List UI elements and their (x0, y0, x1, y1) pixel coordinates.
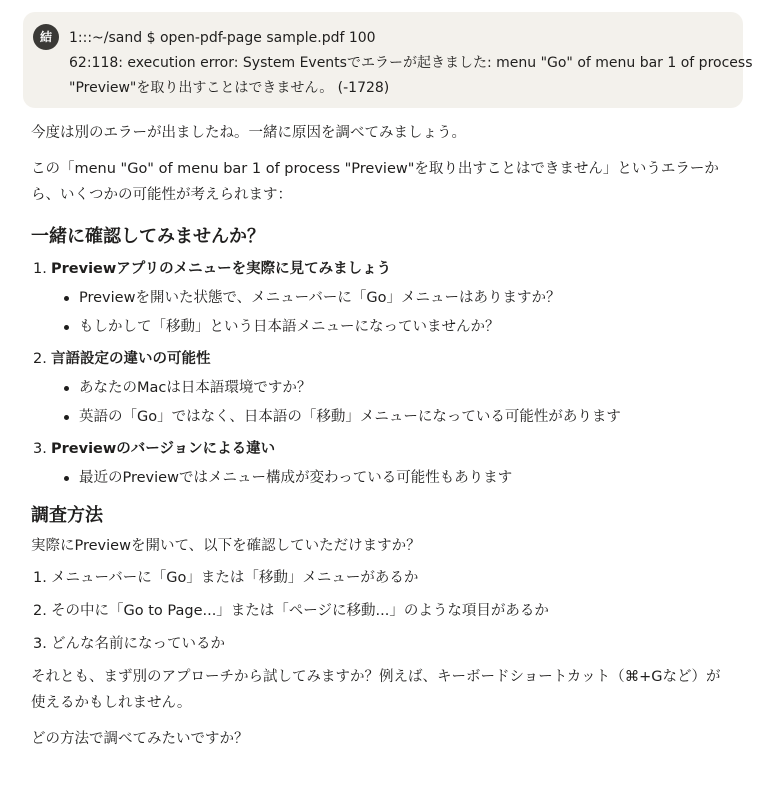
user-avatar: 結 (33, 24, 59, 50)
check-list (31, 256, 743, 491)
bullet-icon (61, 285, 79, 311)
bullet-text: もしかして「移動」という日本語メニューになっていませんか？ (79, 319, 500, 335)
bullet-text: 最近のPreviewではメニュー構成が変わっている可能性もあります (79, 470, 513, 486)
bullet-list (31, 375, 743, 430)
bullet-list (31, 465, 743, 491)
bullet-list (31, 285, 743, 340)
alternative-approach: それとも、まず別のアプローチから試してみますか？例えば、キーボードショートカット（⌘+Gなど）が使えるかもしれません。 (31, 669, 721, 711)
investigation-intro: 実際にPreviewを開いて、以下を確認していただけますか？ (31, 538, 421, 554)
step-text: その中に「Go to Page...」または「ページに移動...」のような項目があるか (51, 603, 549, 619)
check-title-text: Previewアプリのメニューを実際に見てみましょう (51, 261, 392, 277)
bullet-text: Previewを開いた状態で、メニューバーに「Go」メニューはありますか？ (79, 290, 561, 306)
list-number: 2. (33, 351, 47, 367)
list-number: 1. (33, 570, 47, 586)
step-item (31, 598, 743, 624)
check-title-text: Previewのバージョンによる違い (51, 441, 276, 457)
step-text: どんな名前になっているか (51, 636, 225, 652)
user-message-line: 62:118: execution error: System Eventsでエラーが起きました: menu "Go" of menu bar 1 of process (69, 55, 753, 71)
step-item (31, 631, 743, 657)
section-heading-check: 一緒に確認してみませんか？ (31, 226, 265, 247)
step-list (31, 565, 743, 657)
check-title-text: 言語設定の違いの可能性 (51, 351, 211, 367)
bullet-icon (61, 375, 79, 401)
list-number: 2. (33, 603, 47, 619)
bullet-text: あなたのMacは日本語環境ですか？ (79, 380, 312, 396)
assistant-message (23, 108, 743, 752)
bullet-text: 英語の「Go」ではなく、日本語の「移動」メニューになっている可能性があります (79, 409, 621, 425)
bullet-item (61, 285, 743, 311)
bullet-item (61, 404, 743, 430)
intro-text: 今度は別のエラーが出ましたね。一緒に原因を調べてみましょう。 (31, 125, 466, 141)
user-message-line: "Preview"を取り出すことはできません。 (-1728) (69, 80, 390, 96)
bullet-item (61, 375, 743, 401)
user-message-line: 1:::~/sand $ open-pdf-page sample.pdf 100 (69, 30, 376, 46)
check-item-title (31, 346, 743, 372)
check-item (31, 436, 743, 491)
check-item (31, 346, 743, 430)
list-number: 3. (33, 636, 47, 652)
section-heading-investigation: 調査方法 (31, 505, 103, 526)
list-number: 3. (33, 441, 47, 457)
bullet-icon (61, 465, 79, 491)
bullet-icon (61, 314, 79, 340)
user-message (23, 12, 753, 108)
bullet-item (61, 465, 743, 491)
check-item-title (31, 436, 743, 462)
step-item (31, 565, 743, 591)
check-item (31, 256, 743, 340)
bullet-item (61, 314, 743, 340)
step-text: メニューバーに「Go」または「移動」メニューがあるか (51, 570, 419, 586)
error-explanation: この「menu "Go" of menu bar 1 of process "Preview"を取り出すことはできません」というエラーから、いくつかの可能性が考えられます： (31, 161, 719, 203)
bullet-icon (61, 404, 79, 430)
closing-question: どの方法で調べてみたいですか？ (31, 731, 249, 747)
list-number: 1. (33, 261, 47, 277)
check-item-title (31, 256, 743, 282)
